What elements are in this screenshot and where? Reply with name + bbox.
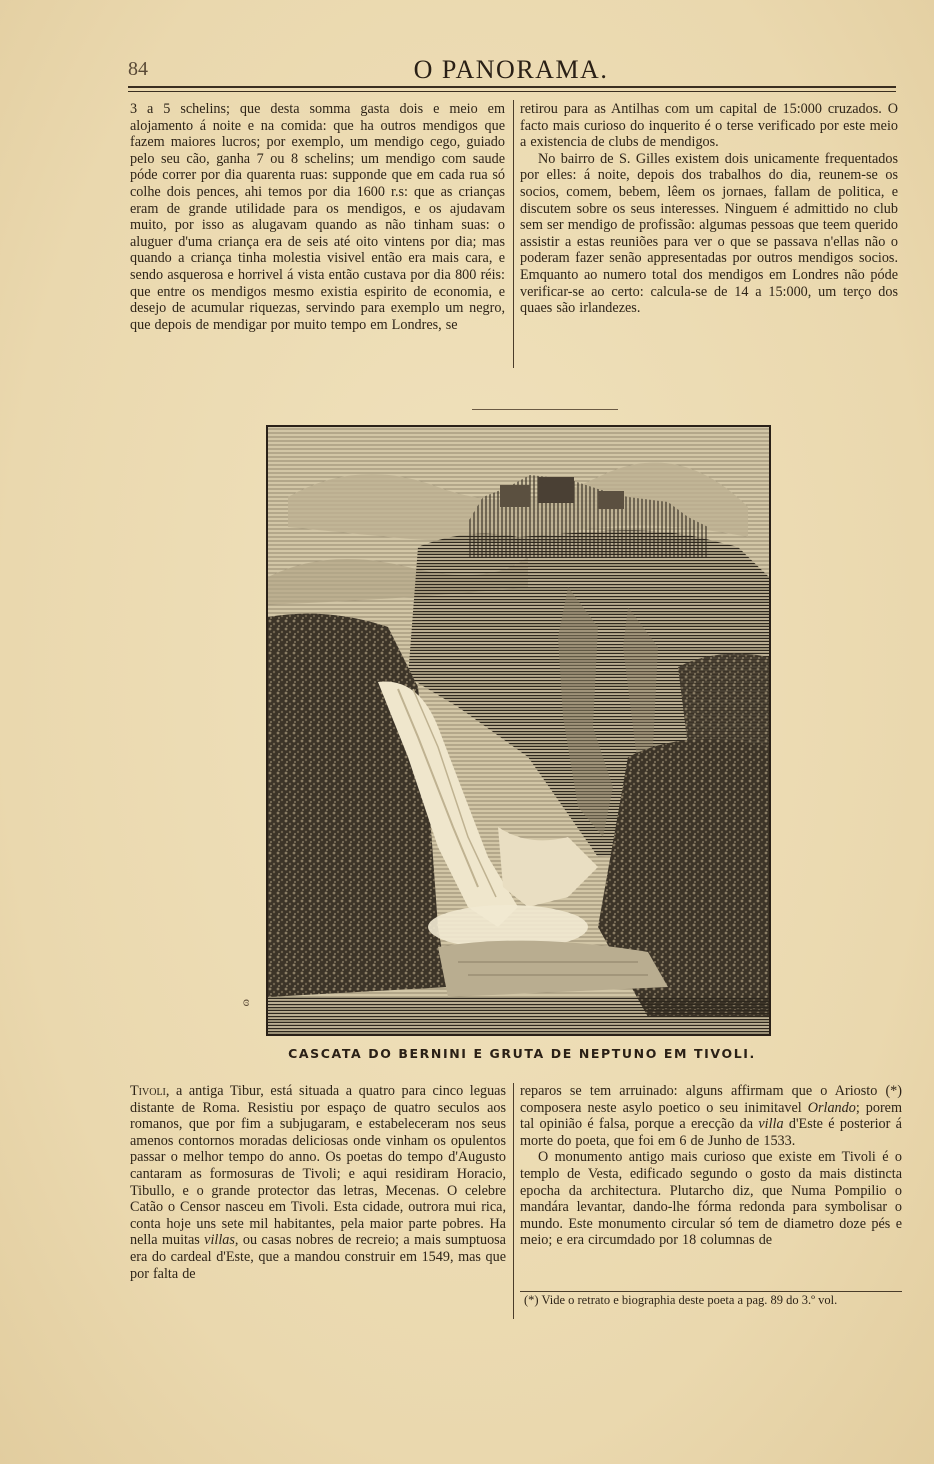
ornament: ɞ (243, 995, 250, 1010)
paragraph: No bairro de S. Gilles existem dois unicamente frequentados por elles: á noite, depois dos trabalhos do dia, reunem-se os socios, comem, bebem, lêem os jornaes, fallam de politica, e discutem sobre os seus interesses. Ninguem é admittido no club sem ser mendigo de profissão: algumas pessoas que teem querido assistir a estas reuniões para ver o que se passava n'ellas não o poderam fazer senão appresentadas por outros mendigos socios. Emquanto ao numero total dos mendigos em Londres não póde verificar-se ao certo: calcula-se de 14 a 15:000, um terço dos quaes são irlandezes. (520, 150, 898, 317)
paragraph-text: , ou casas nobres de recreio; a mais sumptuosa era do cardeal d'Este, que a mandou construir em 1549, mas que por falta de (130, 1232, 506, 1282)
running-title: O PANORAMA. (413, 55, 609, 84)
paragraph-text: , a antiga Tibur, está situada a quatro para cinco leguas distante de Roma. Resistiu por espaço de quatro seculos aos romanos, que por fim a subjugaram, e estabeleceram nos seus amenos contornos moradas deliciosas onde vinham os opulentos passar o melhor tempo do anno. Os poetas do tempo d'Augusto cantaram as formosuras de Tivoli; e aqui residiram Horacio, Tibullo, e o grande protector das letras, Mecenas. O celebre Catão o Censor nasceu em Tivoli. Esta cidade, outrora mui rica, conta hoje uns sete mil habitantes, pela maior parte pobres. Ha nella muitas (130, 1083, 506, 1249)
waterfall-engraving (266, 425, 771, 1036)
paragraph-text: reparos se tem arruinado: alguns affirmam que o Ariosto (*) composera neste asylo poetico o seu inimitavel (520, 1083, 902, 1116)
footnote-rule (520, 1291, 902, 1292)
article-top-left-column (130, 101, 505, 333)
column-divider (513, 1083, 514, 1319)
column-divider (513, 100, 514, 368)
page-number: 84 (128, 58, 148, 80)
section-divider (472, 409, 618, 410)
footnote: (*) Vide o retrato e biographia deste poeta a pag. 89 do 3.º vol. (524, 1293, 838, 1307)
header-rule (128, 86, 896, 92)
page-header (128, 52, 894, 86)
article-bottom-left-column (130, 1083, 506, 1282)
paragraph: retirou para as Antilhas com um capital de 15:000 cruzados. O facto mais curioso do inquerito é o terse verificado por este meio a existencia de clubs de mendigos. (520, 101, 898, 151)
italic-word: Orlando (807, 1099, 856, 1116)
italic-word: villa (758, 1116, 784, 1133)
paragraph (130, 1083, 506, 1282)
article-top-right-column (520, 101, 898, 317)
illustration-caption: CASCATA DO BERNINI E GRUTA DE NEPTUNO EM TIVOLI. (288, 1046, 756, 1061)
lead-word: Tivoli (130, 1083, 166, 1099)
paragraph: 3 a 5 schelins; que desta somma gasta dois e meio em alojamento á noite e na comida: que ha outros mendigos que fazem maiores lucros; por exemplo, um mendigo cego, guiado pelo seu cão, ganha 7 ou 8 schelins; um mendigo com saude póde correr por dia quarenta ruas: supponde que em cada rua só colhe dois pences, ahi temos por dia 1600 r.s: que as crianças eram de grande utilidade para os mendigos, e os ajudavam muito, por isso as alugavam quando as não tinham suas: o aluguer d'uma criança era de seis até oito vintens por dia; mas quando a criança tinha molestia visivel então era mais cara, e sendo asquerosa e horrivel á vista então custava por dia 800 réis: que entre os mendigos mesmo existia espirito de economia, e desejo de acumular riquezas, servindo para exemplo um negro, que depois de mendigar por muito tempo em Londres, se (130, 101, 505, 333)
paragraph-text: d'Este é posterior á morte do poeta, que foi em 6 de Junho de 1533. (520, 1116, 902, 1149)
paragraph-text: ; porem tal opinião é falsa, porque a erecção da (520, 1099, 902, 1133)
italic-word: villas (204, 1232, 235, 1249)
paragraph (520, 1083, 902, 1149)
paragraph: O monumento antigo mais curioso que existe em Tivoli é o templo de Vesta, edificado segundo o gosto da mais distincta epocha da architectura. Plutarcho diz, que Numa Pompilio o mandára levantar, dando-lhe fórma redonda para symbolisar o mundo. Este monumento circular só tem de diametro doze pés e meio; e era circumdado por 18 columnas de (520, 1149, 902, 1249)
article-bottom-right-column (520, 1083, 902, 1249)
